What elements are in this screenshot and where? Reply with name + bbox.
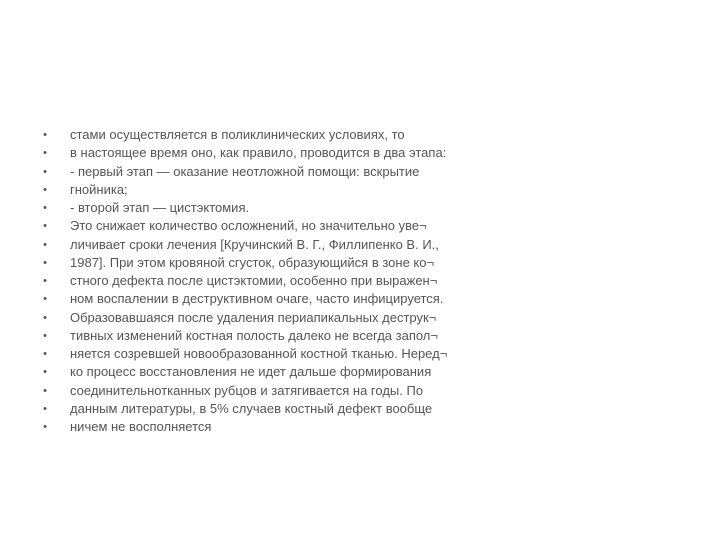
bullet-icon: • (43, 220, 47, 233)
bullet-icon: • (43, 329, 47, 342)
bullet-icon: • (43, 421, 47, 433)
list-item-text: Образовавшаяся после удаления периапикальных деструк¬ (70, 309, 437, 325)
list-item-text: в настоящее время оно, как правило, проводится в два этапа: (70, 145, 447, 161)
list-item-text: тивных изменений костная полость далеко не всегда запол¬ (70, 327, 438, 343)
bullet-icon: • (43, 202, 47, 214)
bullet-icon: • (43, 183, 47, 196)
list-item-text: данным литературы, в 5% случаев костный дефект вообще (70, 400, 433, 416)
bullet-icon: • (43, 147, 47, 160)
bullet-icon: • (43, 366, 47, 379)
list-item-text: соединительнотканных рубцов и затягивается на годы. По (70, 382, 424, 398)
bullet-icon: • (43, 402, 47, 415)
bullet-icon: • (43, 293, 47, 306)
list-item-text: ко процесс восстановления не идет дальше формирования (70, 364, 432, 380)
list-item-text: стами осуществляется в поликлинических условиях, то (70, 127, 405, 142)
bullet-icon: • (43, 348, 47, 360)
list-item-text: ничем не восполняется (70, 419, 212, 434)
list-item-text: гнойника; (70, 181, 128, 197)
bullet-icon: • (43, 275, 47, 287)
list-item-text: личивает сроки лечения [Кручинский В. Г., Филлипенко В. И., (70, 236, 439, 252)
list-item-text: стного дефекта после цистэктомии, особенно при выражен¬ (70, 273, 438, 288)
list-item-text: - первый этап — оказание неотложной помощи: вскрытие (70, 163, 420, 179)
bullet-icon: • (43, 384, 47, 397)
bullet-icon: • (43, 311, 47, 324)
list-item-text: - второй этап — цистэктомия. (70, 200, 250, 215)
bullet-icon: • (43, 129, 47, 141)
list-item-text: Это снижает количество осложнений, но значительно уве¬ (70, 218, 427, 234)
bullet-icon: • (43, 256, 47, 269)
list-item-text: няется созревшей новообразованной костной тканью. Неред¬ (70, 346, 448, 361)
list-item-text: ном воспалении в деструктивном очаге, часто инфицируется. (70, 291, 444, 307)
bullet-icon: • (43, 238, 47, 251)
bullet-icon: • (43, 165, 47, 178)
list-item-text: 1987]. При этом кровяной сгусток, образующийся в зоне ко¬ (70, 254, 435, 270)
